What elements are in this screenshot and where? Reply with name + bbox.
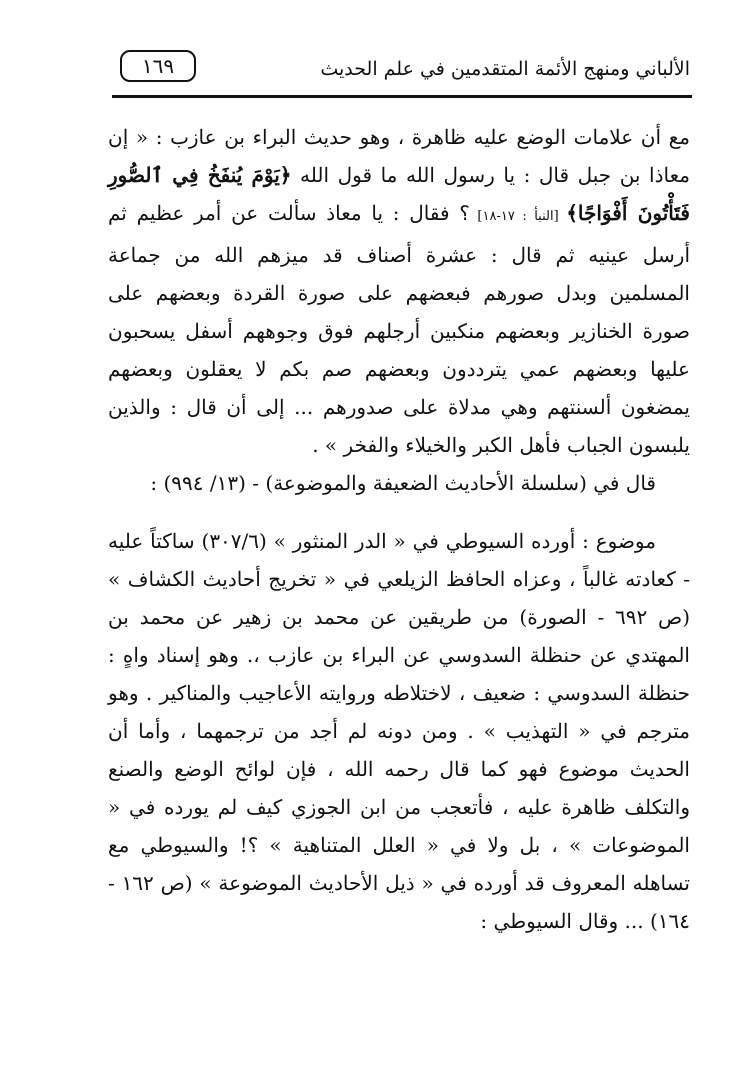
page-body: [108, 118, 690, 940]
running-title: الألباني ومنهج الأئمة المتقدمين في علم الحديث: [320, 58, 690, 80]
citation-paragraph: قال في (سلسلة الأحاديث الضعيفة والموضوعة) - (١٣/ ٩٩٤) :: [150, 471, 656, 495]
page-number: ١٦٩: [120, 50, 196, 82]
hadith-paragraph: [108, 118, 690, 464]
verse-reference: [النبأ : ١٧-١٨]: [469, 209, 567, 224]
page-header: [110, 44, 690, 88]
paragraph-gap: [108, 502, 690, 522]
quran-verse: ﴿يَوْمَ يُنفَخُ فِي ٱلصُّورِ فَتَأْتُونَ أَفْوَاجًا﴾: [108, 163, 690, 225]
hadith-text-end: ؟ فقال : يا معاذ سألت عن أمر عظيم ثم أرسل عينيه ثم قال : عشرة أصناف قد ميزهم الله من جماعة المسلمين وبدل صورهم فبعضهم على صورة القردة وبعضهم على صورة الخنازير وبعضهم منكبين أرجلهم فوق وجوههم أسفل يسحبون عليها وبعضهم عمي يترددون وبعضهم صم بكم لا يعقلون وبعضهم يمضغون ألسنتهم وهي مدلاة على صدورهم ... إلى أن قال : والذين يلبسون الجباب فأهل الكبر والخيلاء والفخر » .: [108, 201, 690, 457]
hadith-text-start: مع أن علامات الوضع عليه ظاهرة ، وهو حديث البراء بن عازب : « إن معاذا بن جبل قال : يا رسول الله ما قول الله: [108, 125, 690, 187]
commentary-paragraph: موضوع : أورده السيوطي في « الدر المنثور » (٣٠٧/٦) ساكتاً عليه - كعادته غالباً ، وعزاه الحافظ الزيلعي في « تخريج أحاديث الكشاف » (ص ٦٩٢ - الصورة) من طريقين عن محمد بن زهير عن محمد بن المهتدي عن حنظلة السدوسي عن البراء بن عازب ،. وهو إسناد واهٍ : حنظلة السدوسي : ضعيف ، لاختلاطه وروايته الأعاجيب والمناكير . وهو مترجم في « التهذيب » . ومن دونه لم أجد من ترجمهما ، وأما أن الحديث موضوع فهو كما قال رحمه الله ، فإن لوائح الوضع والصنع والتكلف ظاهرة عليه ، فأتعجب من ابن الجوزي كيف لم يورده في « الموضوعات » ، بل ولا في « العلل المتناهية » ؟! والسيوطي مع تساهله المعروف قد أورده في « ذيل الأحاديث الموضوعة » (ص ١٦٢ - ١٦٤) ... وقال السيوطي :: [108, 529, 691, 933]
header-rule: [112, 95, 692, 98]
